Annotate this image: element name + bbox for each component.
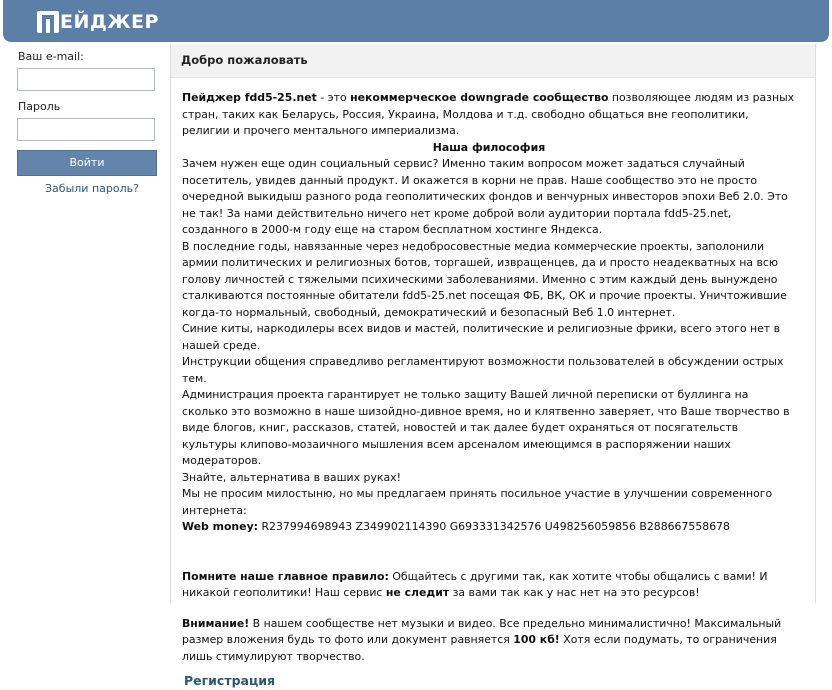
paragraph: Мы не просим милостыню, но мы предлагаем принять посильное участие в улучшении современного интернета: — [182, 487, 773, 517]
rule-text-2: за вами так как у нас нет на это ресурсов! — [449, 586, 700, 599]
intro-text: - это — [316, 91, 351, 104]
attention-label: Внимание! — [182, 616, 250, 630]
site-name: Пейджер fdd5-25.net — [182, 91, 317, 104]
paragraph: Зачем нужен еще один социальный сервис? Именно таким вопросом может задаться случайный посетитель, увидев данный продукт. И окажется в корни не прав. Наше сообщество это не просто очередной выкидыш разного рода геополитических фондов и венчурных инвесторов эпохи Веб 2.0. Это не так! За нами действительно ничего нет кроме доброй воли аудитории портала fdd5-25.net, созданного в 2000-м году еще на старом бесплатном хостинге Яндекса. — [182, 157, 788, 236]
attention-text-2: Хотя если подумать, то ограничения лишь стимулируют творчество. — [182, 633, 777, 663]
logo-text: ЕЙДЖЕР — [60, 11, 159, 33]
attention-bold: 100 кб! — [513, 633, 560, 646]
webmoney-values: R237994698943 Z349902114390 G693331342576 U498256059856 B288667558678 — [258, 520, 730, 533]
intro-paragraph — [182, 90, 796, 140]
welcome-content — [182, 90, 796, 690]
forgot-password-link[interactable]: Забыли пароль? — [45, 182, 139, 195]
philosophy-heading — [182, 140, 796, 157]
register-link[interactable]: Регистрация — [184, 673, 276, 688]
rule-text: Общайтесь с другими так, как хотите чтобы общались с вами! И никакой геополитики! Наш сервис — [182, 569, 768, 599]
paragraph: Инструкции общения справедливо регламентируют возможности пользователей в обсуждении острых тем. — [182, 355, 784, 385]
paragraph: Знайте, альтернатива в ваших руках! — [182, 470, 401, 484]
webmoney-line — [182, 519, 796, 536]
attention-text: В нашем сообществе нет музыки и видео. Все предельно минималистично! Максимальный размер вложения будь то фото или документ равняется — [182, 616, 782, 646]
attention-note — [182, 616, 796, 666]
intro-bold: некоммерческое downgrade сообщество — [350, 91, 609, 104]
login-sidebar — [0, 42, 168, 603]
rule-bold: не следит — [385, 586, 450, 599]
intro-text-2: позволяющее людям из разных стран, таких как Беларусь, Россия, Украина, Молдова и т.д. свободно общаться вне геополитики, религии и прочего ментального империализма. — [182, 91, 795, 137]
email-input[interactable] — [17, 68, 155, 91]
email-label: Ваш e-mail: — [18, 50, 84, 63]
rule-label: Помните наше главное правило: — [182, 569, 389, 583]
main-panel — [170, 44, 816, 688]
login-button[interactable]: Войти — [17, 150, 157, 176]
paragraph: Администрация проекта гарантирует не только защиту Вашей личной переписки от буллинга на сколько это возможно в наше шизойдно-дивное время, но и клятвенно заверяет, что Ваше творчество в виде блогов, книг, рассказов, статей, новостей и так далее будет охраняться от посягательств культуры клипово-мозаичного мышления всем арсеналом имеющимся в распоряжении наших модераторов. — [182, 388, 790, 467]
top-header — [3, 0, 829, 42]
password-label: Пароль — [18, 100, 61, 113]
site-logo[interactable] — [37, 10, 159, 34]
philosophy-heading-text: Наша философия — [432, 140, 546, 154]
password-input[interactable] — [17, 118, 155, 141]
webmoney-label: Web money: — [182, 520, 259, 533]
main-rule — [182, 569, 796, 602]
paragraph: Синие киты, наркодилеры всех видов и мастей, политические и религиозные фрики, всего этого нет в нашей среде. — [182, 322, 781, 352]
page-title: Добро пожаловать — [171, 44, 815, 78]
paragraph: В последние годы, навязанные через недобросовестные медиа коммерческие проекты, заполонили армии политических и религиозных ботов, торгашей, извращенцев, да и просто неадекватных на всю голову личностей с тяжелыми психическими заболеваниями. Именно с этим каждый день вынуждено сталкиваются постоянные обитатели fdd5-25.net посещая ФБ, ВК, ОК и прочие проекты. Уничтожившие когда-то нормальный, свободный, демократический и безопасный Веб 1.0 интернет. — [182, 239, 787, 319]
square-p-logo-icon — [37, 11, 59, 33]
